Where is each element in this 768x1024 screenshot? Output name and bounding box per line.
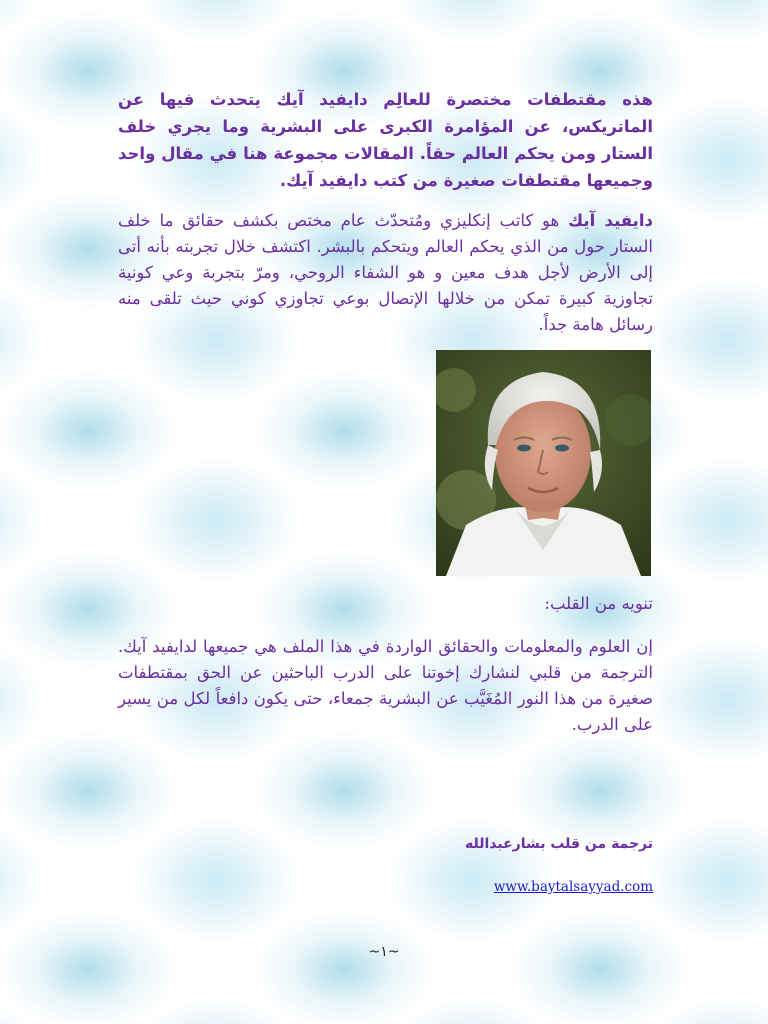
note-heading: تنويه من القلب:: [544, 594, 653, 613]
bio-name: دايفيد آيك: [568, 211, 653, 230]
intro-paragraph: هذه مقتطفات مختصرة للعالِم دايفيد آيك يتحدث فيها عن الماتريكس، عن المؤامرة الكبرى على البشرية وما يجري خلف الستار ومن يحكم العالم حقاً. المقالات مجموعة هنا في مقال واحد وجميعها مقتطفات صغيرة من كتب دايفيد آيك.: [118, 90, 653, 190]
portrait-photo-icon: [436, 350, 651, 576]
translator-signature: ترجمة من قلب بشارعبدالله: [465, 836, 653, 852]
main-text-block: [118, 86, 653, 338]
website-container: [118, 876, 653, 895]
note-paragraph: إن العلوم والمعلومات والحقائق الواردة في هذا الملف هي جميعها لدايفيد آيك. الترجمة من قلبي لنشارك إخوتنا على الدرب الباحثين عن الحق بمقتطفات صغيرة من هذا النور المُغَيَّب عن البشرية جمعاء، حتى يكون دافعاً لكل من يسير على الدرب.: [118, 637, 653, 734]
website-link[interactable]: www.baytalsayyad.com: [493, 879, 653, 895]
page-number: ~١~: [368, 944, 400, 960]
bio-paragraph: [118, 208, 653, 338]
author-portrait-photo: [436, 350, 651, 576]
bio-text: هو كاتب إنكليزي ومُتحدّث عام مختص بكشف حقائق ما خلف الستار حول من الذي يحكم العالم ويتحكم بالبشر. اكتشف خلال تجربته بأنه أتى إلى الأرض لأجل هدف معين و هو الشفاء الروحي، ومرّ بتجربة وعي كونية تجاوزية كبيرة تمكن من خلالها الإتصال بوعي تجاوزي كوني حيث تلقى منه رسائل هامة جداً.: [118, 211, 653, 334]
